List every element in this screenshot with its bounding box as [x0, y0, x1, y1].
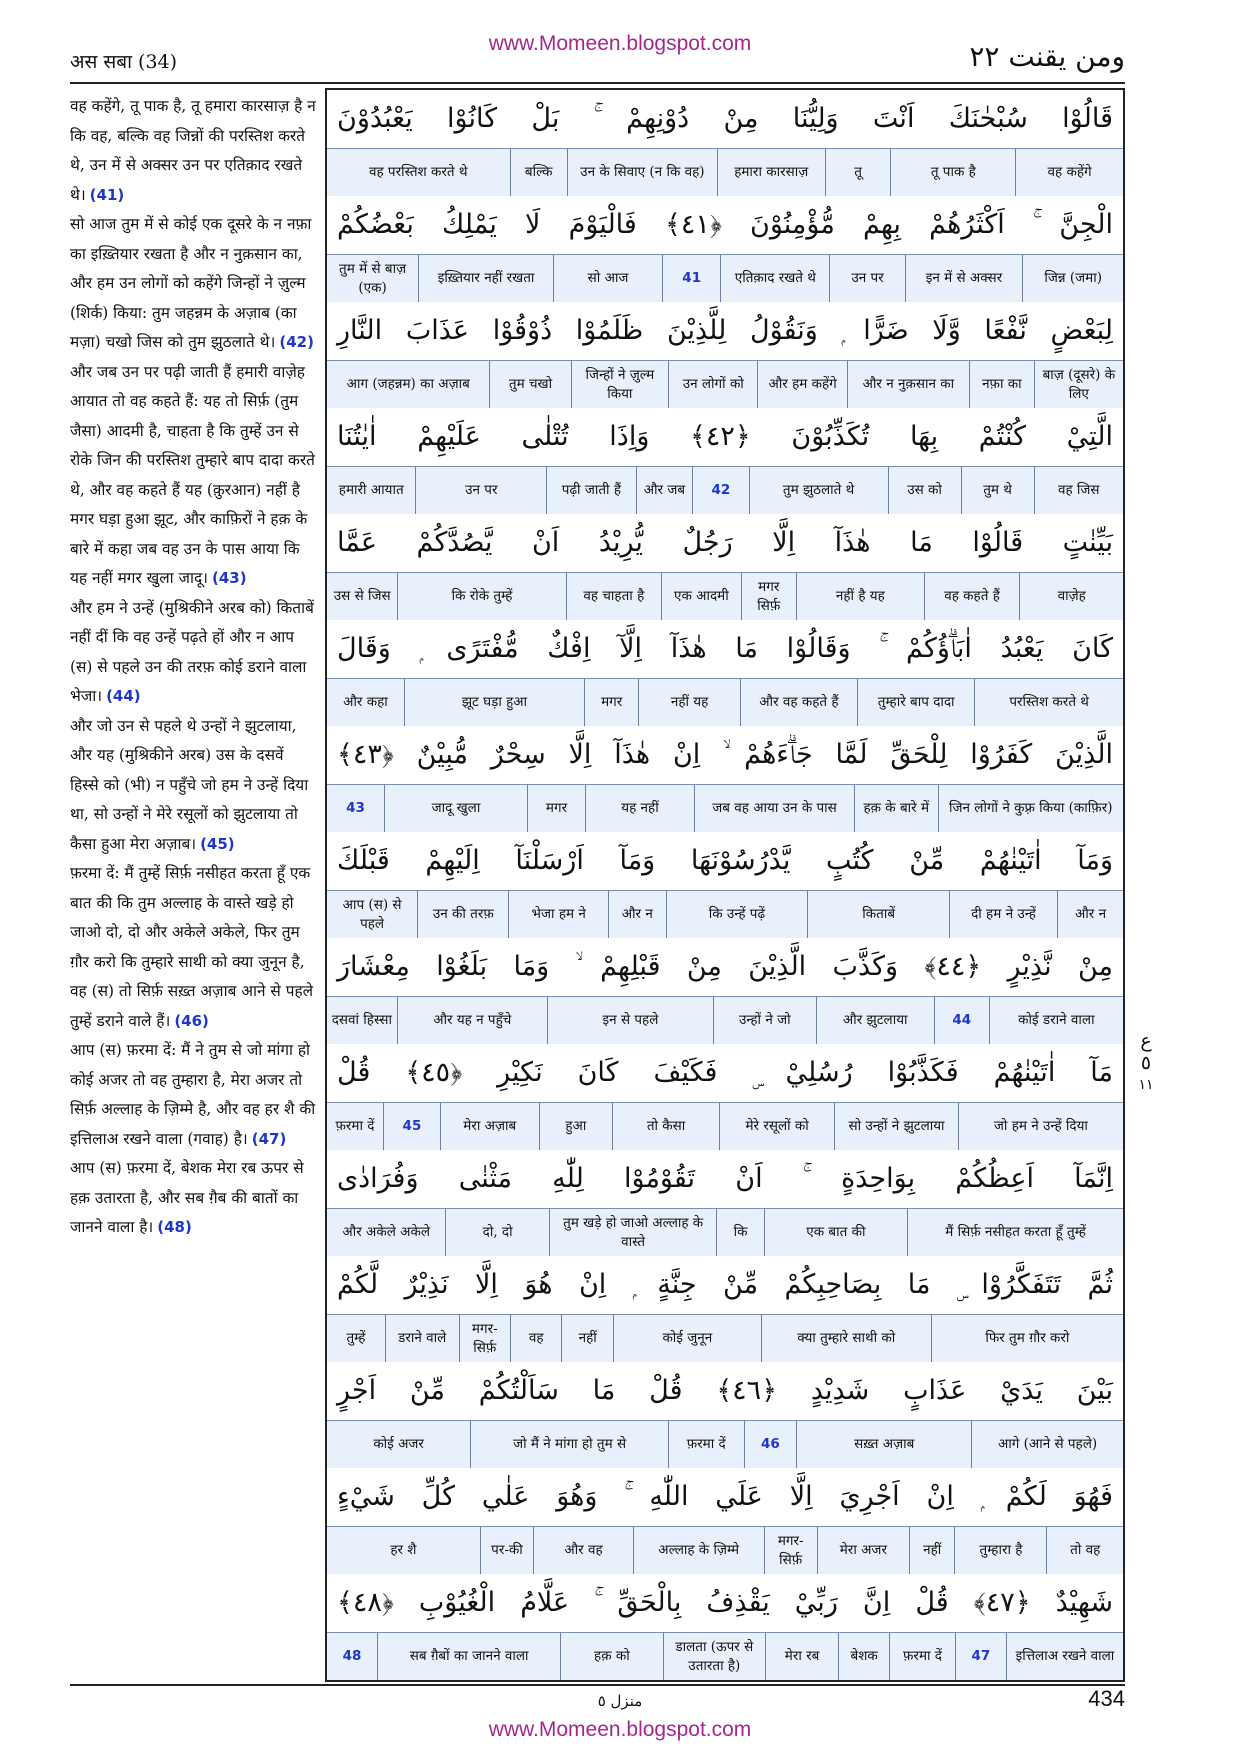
word-meaning-row	[327, 466, 1123, 514]
word-meaning-cell: वह चाहता है	[566, 573, 662, 620]
word-meaning-cell: जो मैं ने मांगा हो तुम से	[470, 1421, 668, 1468]
word-meaning-cell: मेरा अजर	[817, 1527, 909, 1574]
verse-block	[327, 1044, 1123, 1150]
verse-block	[327, 1256, 1123, 1362]
translation-paragraph	[70, 594, 316, 712]
word-meaning-cell: जिन्न (जमा)	[1022, 255, 1123, 302]
word-meaning-cell: पर-की	[480, 1527, 533, 1574]
word-meaning-cell: जब वह आया उन के पास	[694, 785, 854, 832]
ruku-number: ٥	[1140, 1052, 1152, 1074]
word-meaning-cell: तुम में से बाज़ (एक)	[339, 260, 407, 296]
header-rule	[70, 82, 1125, 84]
arabic-line: وَمَآ اٰتَيْنٰهُمْ مِّنْ كُتُبٍ يَّدْرُسُوْنَهَا وَمَآ اَرْسَلْنَآ اِلَيْهِمْ قَبْلَكَ	[327, 832, 1123, 890]
verse-block	[327, 620, 1123, 726]
arabic-line: بَيِّنٰتٍ قَالُوْا مَا هٰذَآ اِلَّا رَجُلٌ يُّرِيْدُ اَنْ يَّصُدَّكُمْ عَمَّا	[327, 514, 1123, 572]
word-meaning-row	[327, 890, 1123, 938]
word-meaning-cell: नहीं	[909, 1527, 955, 1574]
word-meaning-cell: उस से जिस	[333, 588, 391, 604]
word-meaning-cell: आग (जहन्नम) का अज़ाब	[346, 376, 470, 392]
word-meaning-cell: एतिक़ाद रखते थे	[720, 255, 829, 302]
verse-block	[327, 1574, 1123, 1680]
word-meaning-cell: उन की तरफ़	[417, 891, 508, 938]
word-meaning-cell: मगर सिर्फ़	[741, 573, 796, 620]
word-meaning-row	[327, 1420, 1123, 1468]
para-title: ومن يقنت ٢٢	[969, 40, 1125, 73]
arabic-line: شَهِيْدٌ ﴿٤٧﴾ قُلْ اِنَّ رَبِّيْ يَقْذِفُ بِالْحَقِّ ۚ عَلَّامُ الْغُيُوْبِ ﴿٤٨﴾	[327, 1574, 1123, 1632]
word-meaning-cell: सख़्त अज़ाब	[796, 1421, 971, 1468]
verse-number-cell: 47	[955, 1633, 1006, 1680]
word-meaning-cell: वाज़ेह	[1019, 573, 1123, 620]
verse-number: (47)	[251, 1129, 287, 1148]
word-meaning-cell: हमारी आयात	[338, 482, 404, 498]
word-meaning-cell: एक आदमी	[661, 573, 740, 620]
word-meaning-cell: पढ़ी जाती हैं	[546, 467, 635, 514]
word-meaning-cell: सो आज	[553, 255, 662, 302]
word-meaning-cell: दी हम ने उन्हें	[949, 891, 1057, 938]
verse-block	[327, 1468, 1123, 1574]
word-meaning-cell: और हम कहेंगे	[757, 361, 846, 408]
word-meaning-cell: डराने वाले	[385, 1315, 459, 1362]
verse-number: (42)	[279, 333, 314, 351]
arabic-line: لِبَعْضٍ نَّفْعًا وَّلَا ضَرًّا ۭ وَنَقُوْلُ لِلَّذِيْنَ ظَلَمُوْا ذُوْقُوْا عَذَابَ النَّارِ	[327, 302, 1123, 360]
word-meaning-cell: तो वह	[1046, 1527, 1123, 1574]
word-meaning-cell: उन के सिवाए (न कि वह)	[567, 149, 717, 196]
verse-number: (46)	[174, 1011, 209, 1030]
word-meaning-cell: मेरा अज़ाब	[440, 1103, 539, 1150]
word-meaning-cell: इन से पहले	[547, 997, 713, 1044]
verse-block	[327, 938, 1123, 1044]
word-meaning-cell: उन पर	[415, 467, 546, 514]
word-meaning-cell: नहीं यह	[638, 679, 739, 726]
word-meaning-row	[327, 678, 1123, 726]
verse-block	[327, 408, 1123, 514]
word-meaning-cell: कि रोके तुम्हें	[397, 573, 565, 620]
verse-number-cell: 45	[383, 1103, 440, 1150]
word-meaning-cell: फ़रमा दें	[889, 1633, 955, 1680]
verse-block	[327, 514, 1123, 620]
word-meaning-cell: बेशक	[838, 1633, 889, 1680]
word-meaning-cell: और यह न पहुँचे	[397, 997, 547, 1044]
translation-text: और जब उन पर पढ़ी जाती हैं हमारी वाज़ेह आयात तो वह कहते हैं: यह तो सिर्फ़ (तुम जैसा) आदमी है, चाहता है कि तुम्हें उन से रोके जिन की परस्तिश तुम्हारे बाप दादा करते थे, और वह कहते हैं यह (क़ुरआन) नहीं है मगर घड़ा हुआ झूट, और काफ़िरों ने हक़ के बारे में कहा जब वह उन के पास आया कि यह नहीं मगर खुला जादू।	[70, 362, 315, 587]
word-meaning-cell: बल्कि	[510, 149, 567, 196]
translation-paragraph	[70, 92, 316, 210]
word-meaning-cell: क्या तुम्हारे साथी को	[761, 1315, 931, 1362]
word-meaning-cell: हमारा कारसाज़	[717, 149, 825, 196]
word-meaning-row	[327, 254, 1123, 302]
arabic-line: الَّذِيْنَ كَفَرُوْا لِلْحَقِّ لَمَّا جَاۗءَهُمْ ۙ اِنْ هٰذَآ اِلَّا سِحْرٌ مُّبِيْنٌ ﴿٤٣﴾	[327, 726, 1123, 784]
translation-paragraph	[70, 1154, 316, 1243]
word-meaning-cell: तुम थे	[961, 467, 1034, 514]
word-meaning-row	[327, 1526, 1123, 1574]
word-meaning-cell: और कहा	[343, 694, 388, 710]
verse-number-cell: 48	[342, 1648, 362, 1664]
word-meaning-cell: हुआ	[539, 1103, 613, 1150]
footer-site-link[interactable]: www.Momeen.blogspot.com	[488, 1718, 752, 1741]
word-meaning-cell: मगर	[527, 785, 585, 832]
word-meaning-cell: और न	[1057, 891, 1123, 938]
word-meaning-cell: नहीं	[561, 1315, 612, 1362]
word-meaning-cell: इत्तिलाअ रखने वाला	[1006, 1633, 1123, 1680]
word-meaning-cell: मगर-सिर्फ़	[764, 1527, 817, 1574]
word-meaning-cell: नफ़ा का	[969, 361, 1034, 408]
ruku-verse-count: ١١	[1138, 1077, 1154, 1093]
verse-block	[327, 726, 1123, 832]
word-meaning-cell: फ़रमा दें	[668, 1421, 744, 1468]
translation-text: और हम ने उन्हें (मुश्रिकीने अरब को) किताबें नहीं दीं कि वह उन्हें पढ़ते हों और न आप (स) से पहले उन की तरफ़ कोई डराने वाला भेजा।	[70, 598, 314, 705]
word-meaning-cell: तुम्हारा है	[954, 1527, 1046, 1574]
verse-block	[327, 90, 1123, 196]
word-meaning-cell: कि उन्हें पढ़ें	[666, 891, 808, 938]
verse-block	[327, 196, 1123, 302]
word-meaning-cell: और वह	[533, 1527, 633, 1574]
translation-paragraph	[70, 210, 316, 358]
word-meaning-cell: फिर तुम ग़ौर करो	[931, 1315, 1123, 1362]
verse-number-cell: 44	[934, 997, 989, 1044]
verse-number: (45)	[200, 834, 235, 853]
arabic-line: مَآ اٰتَيْنٰهُمْ فَكَذَّبُوْا رُسُلِيْ ۣ فَكَيْفَ كَانَ نَكِيْرِ ﴿٤٥﴾ قُلْ	[327, 1044, 1123, 1102]
word-meaning-cell: आप (स) से पहले	[342, 896, 402, 932]
word-meaning-cell: और वह कहते हैं	[740, 679, 857, 726]
word-meaning-cell: फ़रमा दें	[335, 1118, 375, 1134]
word-meaning-cell: भेजा हम ने	[508, 891, 608, 938]
word-meaning-cell: हर शै	[390, 1542, 417, 1558]
arabic-line: كَانَ يَعْبُدُ اٰبَاۗؤُكُمْ ۚ وَقَالُوْا مَا هٰذَآ اِلَّآ اِفْكٌ مُّفْتَرًى ۭ وَقَالَ	[327, 620, 1123, 678]
word-meaning-row	[327, 1632, 1123, 1680]
translation-paragraph	[70, 1036, 316, 1154]
word-meaning-cell: और जब	[636, 467, 692, 514]
verse-number: (48)	[157, 1218, 192, 1236]
word-meaning-row	[327, 1102, 1123, 1150]
arabic-line: اِنَّمَآ اَعِظُكُمْ بِوَاحِدَةٍ ۚ اَنْ تَقُوْمُوْا لِلّٰهِ مَثْنٰى وَفُرَادٰى	[327, 1150, 1123, 1208]
arabic-line: بَيْنَ يَدَيْ عَذَابٍ شَدِيْدٍ ﴿٤٦﴾ قُلْ مَا سَاَلْتُكُمْ مِّنْ اَجْرٍ	[327, 1362, 1123, 1420]
word-meaning-cell: कि	[716, 1209, 763, 1256]
page-number: 434	[1088, 1686, 1125, 1711]
word-meaning-cell: अल्लाह के ज़िम्मे	[633, 1527, 764, 1574]
word-meaning-cell: जिन्हों ने ज़ुल्म किया	[571, 361, 669, 408]
word-meaning-cell: हक़ के बारे में	[854, 785, 938, 832]
ruku-marker	[1132, 1030, 1160, 1096]
word-meaning-cell: उस को	[888, 467, 961, 514]
word-meaning-row	[327, 572, 1123, 620]
word-meaning-cell: तू	[825, 149, 891, 196]
verse-block	[327, 302, 1123, 408]
translation-text: वह कहेंगे, तू पाक है, तू हमारा कारसाज़ है न कि वह, बल्कि वह जिन्नों की परस्तिश करते थे, उन में से अक्सर उन पर एतिक़ाद रखते थे।	[70, 97, 316, 204]
word-meaning-row	[327, 996, 1123, 1044]
word-meaning-row	[327, 1208, 1123, 1256]
word-meaning-cell: इन में से अक्सर	[905, 255, 1023, 302]
arabic-line: مِنْ نَّذِيْرٍ ﴿٤٤﴾ وَكَذَّبَ الَّذِيْنَ مِنْ قَبْلِهِمْ ۙ وَمَا بَلَغُوْا مِعْشَارَ	[327, 938, 1123, 996]
verse-block	[327, 1150, 1123, 1256]
word-meaning-cell: आगे (आने से पहले)	[971, 1421, 1123, 1468]
word-meaning-cell: तुम खड़े हो जाओ अल्लाह के वास्ते	[549, 1209, 717, 1256]
word-meaning-cell: तुम्हारे बाप दादा	[857, 679, 974, 726]
word-by-word-grid	[325, 88, 1125, 1682]
word-meaning-cell: मैं सिर्फ़ नसीहत करता हूँ तुम्हें	[907, 1209, 1123, 1256]
word-meaning-cell: तू पाक है	[890, 149, 1015, 196]
word-meaning-cell: दसवां हिस्सा	[331, 1012, 392, 1028]
verse-number: (43)	[211, 569, 247, 587]
arabic-line: ثُمَّ تَتَفَكَّرُوْا ۣ مَا بِصَاحِبِكُمْ مِّنْ جِنَّةٍ ۭ اِنْ هُوَ اِلَّا نَذِيْرٌ لَّكُمْ	[327, 1256, 1123, 1314]
word-meaning-cell: सब ग़ैबों का जानने वाला	[377, 1633, 560, 1680]
word-meaning-cell: तुम्हें	[346, 1330, 366, 1346]
word-meaning-cell: यह नहीं	[585, 785, 694, 832]
word-meaning-cell: जादू खुला	[384, 785, 527, 832]
verse-number: (44)	[106, 687, 141, 705]
translation-paragraph	[70, 712, 316, 860]
word-meaning-cell: एक बात की	[764, 1209, 908, 1256]
word-meaning-cell: मेरा रब	[765, 1633, 838, 1680]
translation-text: आप (स) फ़रमा दें, बेशक मेरा रब ऊपर से हक़ उतारता है, और सब ग़ैब की बातों का जानने वाला है।	[70, 1159, 304, 1236]
word-meaning-cell: वह	[510, 1315, 561, 1362]
word-meaning-cell: नहीं है यह	[796, 573, 924, 620]
word-meaning-cell: डालता (ऊपर से उतारता है)	[663, 1633, 765, 1680]
word-meaning-cell: तुम झुठलाते थे	[749, 467, 888, 514]
word-meaning-cell: उन पर	[829, 255, 904, 302]
word-meaning-cell: झूट घड़ा हुआ	[404, 679, 584, 726]
word-meaning-cell: कोई अजर	[373, 1436, 424, 1452]
translation-text: फ़रमा दें: मैं तुम्हें सिर्फ़ नसीहत करता हूँ एक बात की कि तुम अल्लाह के वास्ते खड़े हो जाओ दो, दो और अकेले अकेले, फिर तुम ग़ौर करो कि तुम्हारे साथी को क्या जुनून है, वह (स) तो सिर्फ़ सख़्त अज़ाब आने से पहले तुम्हें डराने वाले हैं।	[70, 864, 314, 1030]
word-meaning-cell: हक़ को	[560, 1633, 662, 1680]
word-meaning-cell: और अकेले अकेले	[342, 1224, 430, 1240]
word-meaning-row	[327, 1314, 1123, 1362]
word-meaning-cell: बाज़ (दूसरे) के लिए	[1034, 361, 1123, 408]
word-meaning-row	[327, 784, 1123, 832]
verse-number-cell: 46	[744, 1421, 797, 1468]
word-meaning-cell: और झुटलाया	[816, 997, 934, 1044]
surah-title: अस सबा (34)	[70, 51, 178, 73]
word-meaning-cell: मगर	[584, 679, 638, 726]
arabic-line: الْجِنَّ ۚ اَكْثَرُهُمْ بِهِمْ مُّؤْمِنُوْنَ ﴿٤١﴾ فَالْيَوْمَ لَا يَمْلِكُ بَعْضُكُمْ	[327, 196, 1123, 254]
word-meaning-row	[327, 360, 1123, 408]
word-meaning-cell: मेरे रसूलों को	[719, 1103, 834, 1150]
verse-number-cell: 43	[346, 800, 365, 816]
verse-number: (41)	[89, 185, 125, 204]
translation-text: आप (स) फ़रमा दें: मैं ने तुम से जो मांगा हो कोई अजर तो वह तुम्हारा है, मेरा अजर तो सिर्फ़ अल्लाह के ज़िम्मे है, और वह हर शै की इत्तिलाअ रखने वाला (गवाह) है।	[70, 1041, 316, 1148]
word-meaning-cell: इख़्तियार नहीं रखता	[418, 255, 553, 302]
word-meaning-cell: मगर-सिर्फ़	[459, 1315, 510, 1362]
translation-paragraph	[70, 358, 316, 594]
word-meaning-cell: वह परस्तिश करते थे	[368, 164, 468, 180]
translation-column	[70, 92, 316, 1682]
word-meaning-cell: जो हम ने उन्हें दिया	[958, 1103, 1123, 1150]
footer-rule	[70, 1684, 1125, 1686]
word-meaning-cell: कोई जुनून	[613, 1315, 761, 1362]
arabic-line: الَّتِيْ كُنْتُمْ بِهَا تُكَذِّبُوْنَ ﴿٤٢﴾ وَاِذَا تُتْلٰى عَلَيْهِمْ اٰيٰتُنَا	[327, 408, 1123, 466]
translation-paragraph	[70, 859, 316, 1036]
word-meaning-cell: उन्हों ने जो	[713, 997, 815, 1044]
word-meaning-cell: और न नुक़सान का	[847, 361, 969, 408]
word-meaning-cell: दो, दो	[445, 1209, 548, 1256]
word-meaning-cell: उन लोगों को	[668, 361, 757, 408]
ruku-letter: ع	[1140, 1030, 1152, 1052]
word-meaning-cell: सो उन्हों ने झुटलाया	[834, 1103, 958, 1150]
word-meaning-cell: तो कैसा	[612, 1103, 719, 1150]
word-meaning-cell: वह कहते हैं	[924, 573, 1020, 620]
header-site-link[interactable]: www.Momeen.blogspot.com	[488, 32, 752, 55]
translation-text: सो आज तुम में से कोई एक दूसरे के न नफ़ा का इख़्तियार रखता है और न नुक़सान का, और हम उन लोगों को कहेंगे जिन्हों ने ज़ुल्म (शिर्क) किया: तुम जहन्नम के अज़ाब (का मज़ा) चखो जिस को तुम झुठलाते थे।	[70, 215, 312, 351]
verse-block	[327, 1362, 1123, 1468]
manzil-label: منزل ٥	[597, 1692, 643, 1710]
word-meaning-cell: किताबें	[807, 891, 949, 938]
word-meaning-cell: वह जिस	[1034, 467, 1123, 514]
word-meaning-cell: परस्तिश करते थे	[974, 679, 1123, 726]
word-meaning-cell: कोई डराने वाला	[989, 997, 1123, 1044]
word-meaning-row	[327, 148, 1123, 196]
verse-number-cell: 42	[692, 467, 748, 514]
word-meaning-cell: और न	[608, 891, 666, 938]
word-meaning-cell: वह कहेंगे	[1015, 149, 1123, 196]
translation-text: और जो उन से पहले थे उन्हों ने झुटलाया, और यह (मुश्रिकीने अरब) उस के दसवें हिस्से को (भी) न पहुँचे जो हम ने उन्हें दिया था, सो उन्हों ने मेरे रसूलों को झुटलाया तो कैसा हुआ मेरा अज़ाब।	[70, 716, 309, 853]
verse-block	[327, 832, 1123, 938]
word-meaning-cell: तुम चखो	[489, 361, 570, 408]
arabic-line: فَهُوَ لَكُمْ ۭ اِنْ اَجْرِيَ اِلَّا عَلَي اللّٰهِ ۚ وَهُوَ عَلٰي كُلِّ شَيْءٍ	[327, 1468, 1123, 1526]
word-meaning-cell: जिन लोगों ने कुफ़्र किया (काफ़िर)	[938, 785, 1124, 832]
arabic-line: قَالُوْا سُبْحٰنَكَ اَنْتَ وَلِيُّنَا مِنْ دُوْنِهِمْ ۚ بَلْ كَانُوْا يَعْبُدُوْنَ	[327, 90, 1123, 148]
verse-number-cell: 41	[662, 255, 720, 302]
